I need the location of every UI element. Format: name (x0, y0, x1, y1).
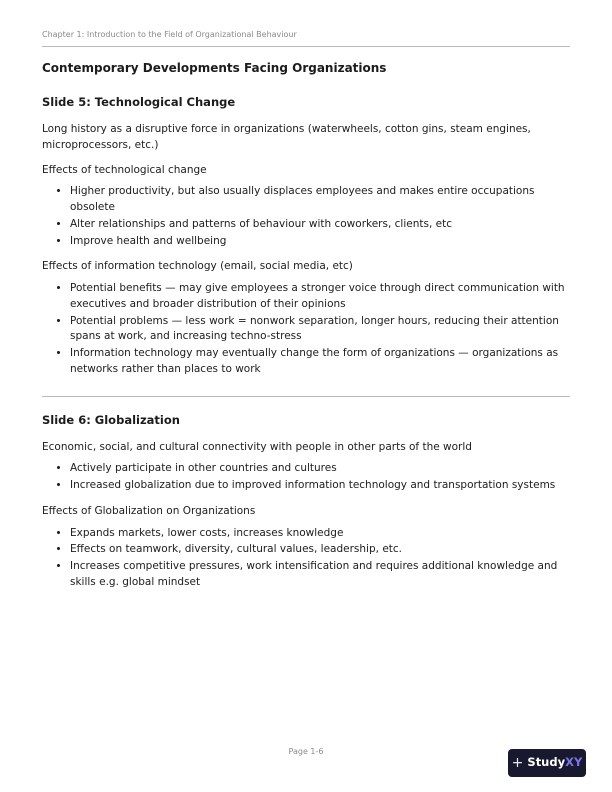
bullet-list (42, 281, 570, 378)
section-divider (42, 396, 570, 397)
list-item: • Increases competitive pressures, work intensification and requires additional knowledge and skills e.g. global mindset (70, 559, 570, 591)
list-item: • Potential problems — less work = nonwork separation, longer hours, reducing their attention spans at work, and increasing techno-stress (70, 314, 570, 346)
page-number: Page 1-6 (288, 747, 324, 756)
paragraph: Effects of technological change (42, 163, 207, 176)
section-slide-5 (42, 95, 570, 378)
page-title: Contemporary Developments Facing Organizations (42, 61, 387, 75)
slide-5-heading: Slide 5: Technological Change (42, 95, 236, 109)
header-divider (42, 46, 570, 47)
logo-text-study: Study (527, 755, 566, 770)
bullet-list (42, 526, 570, 591)
chapter-header: Chapter 1: Introduction to the Field of Organizational Behaviour (42, 30, 297, 39)
slide-6-heading: Slide 6: Globalization (42, 412, 180, 427)
paragraph: Effects of information technology (email, social media, etc) (42, 260, 353, 273)
logo-text-xy: XY (565, 755, 583, 770)
list-item: • Information technology may eventually change the form of organizations — organizations as networks rather than places to work (70, 346, 570, 378)
list-item: • Effects on teamwork, diversity, cultural values, leadership, etc. (70, 542, 570, 558)
paragraph: Effects of Globalization on Organizations (42, 504, 256, 517)
logo-wordmark (527, 757, 582, 769)
section-slide-6 (42, 413, 570, 591)
list-item: • Increased globalization due to improved information technology and transportation systems (70, 478, 570, 494)
list-item: • Potential benefits — may give employees a stronger voice through direct communication with executives and broader distribution of their opinions (70, 281, 570, 313)
bullet-list (42, 184, 570, 249)
paragraph: Long history as a disruptive force in organizations (waterwheels, cotton gins, steam engines, microprocessors, etc.) (42, 123, 531, 151)
list-item: • Alter relationships and patterns of behaviour with coworkers, clients, etc (70, 217, 570, 233)
list-item: • Higher productivity, but also usually displaces employees and makes entire occupations obsolete (70, 184, 570, 216)
bullet-list (42, 461, 570, 494)
list-item: • Improve health and wellbeing (70, 234, 570, 250)
list-item: • Expands markets, lower costs, increases knowledge (70, 526, 570, 542)
paragraph: Economic, social, and cultural connectivity with people in other parts of the world (42, 440, 472, 453)
plus-icon: + (511, 755, 524, 771)
page-content (42, 30, 570, 601)
list-item: • Actively participate in other countries and cultures (70, 461, 570, 477)
studyxy-logo (508, 749, 586, 777)
